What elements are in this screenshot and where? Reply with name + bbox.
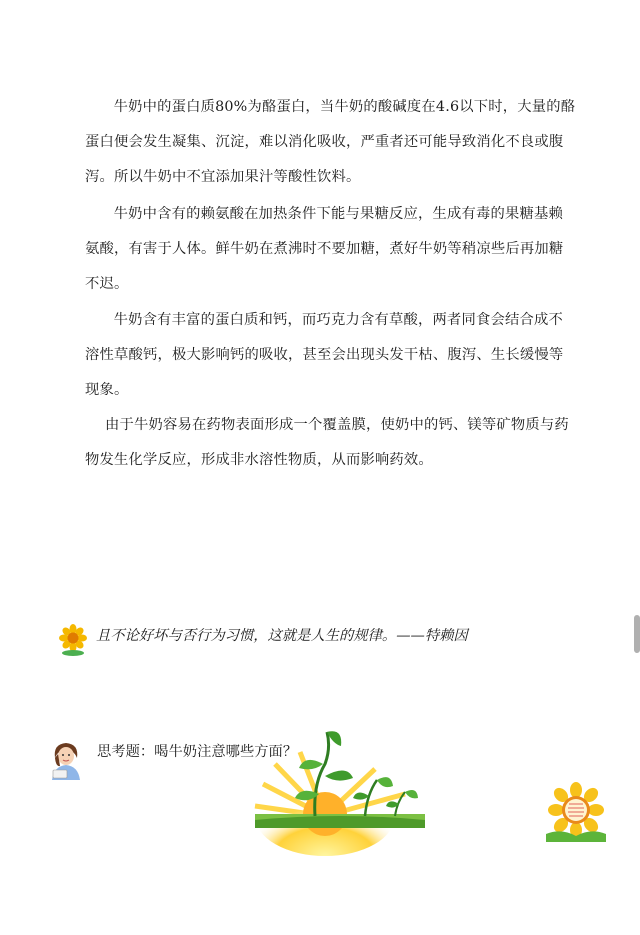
paragraph-casein: 牛奶中的蛋白质80%为酪蛋白，当牛奶的酸碱度在4.6以下时，大量的酪蛋白便会发生凝集、沉淀，难以消化吸收，严重者还可能导致消化不良或腹泻。所以牛奶中不宜添加果汁等酸性饮料。 xyxy=(85,99,576,185)
teacher-avatar-icon xyxy=(47,740,85,780)
paragraph-lysine: 牛奶中含有的赖氨酸在加热条件下能与果糖反应，生成有毒的果糖基赖氨酸，有害于人体。鲜牛奶在煮沸时不要加糖，煮好牛奶等稍凉些后再加糖不迟。 xyxy=(85,206,564,292)
paragraph-medicine: 由于牛奶容易在药物表面形成一个覆盖膜，使奶中的钙、镁等矿物质与药物发生化学反应，形成非水溶性物质，从而影响药效。 xyxy=(85,417,569,468)
paragraph-chocolate: 牛奶含有丰富的蛋白质和钙，而巧克力含有草酸，两者同食会结合成不溶性草酸钙，极大影响钙的吸收，甚至会出现头发干枯、腹泻、生长缓慢等现象。 xyxy=(85,312,564,398)
scrollbar-thumb[interactable] xyxy=(634,615,640,653)
sprout-sunrise-icon xyxy=(255,724,425,828)
sunflower-icon xyxy=(57,624,89,656)
quote-text: 且不论好坏与否行为习惯，这就是人生的规律。——特赖因 xyxy=(96,628,468,644)
sunflower-badge-icon xyxy=(546,784,606,842)
question-text: 思考题：喝牛奶注意哪些方面？ xyxy=(97,744,298,760)
